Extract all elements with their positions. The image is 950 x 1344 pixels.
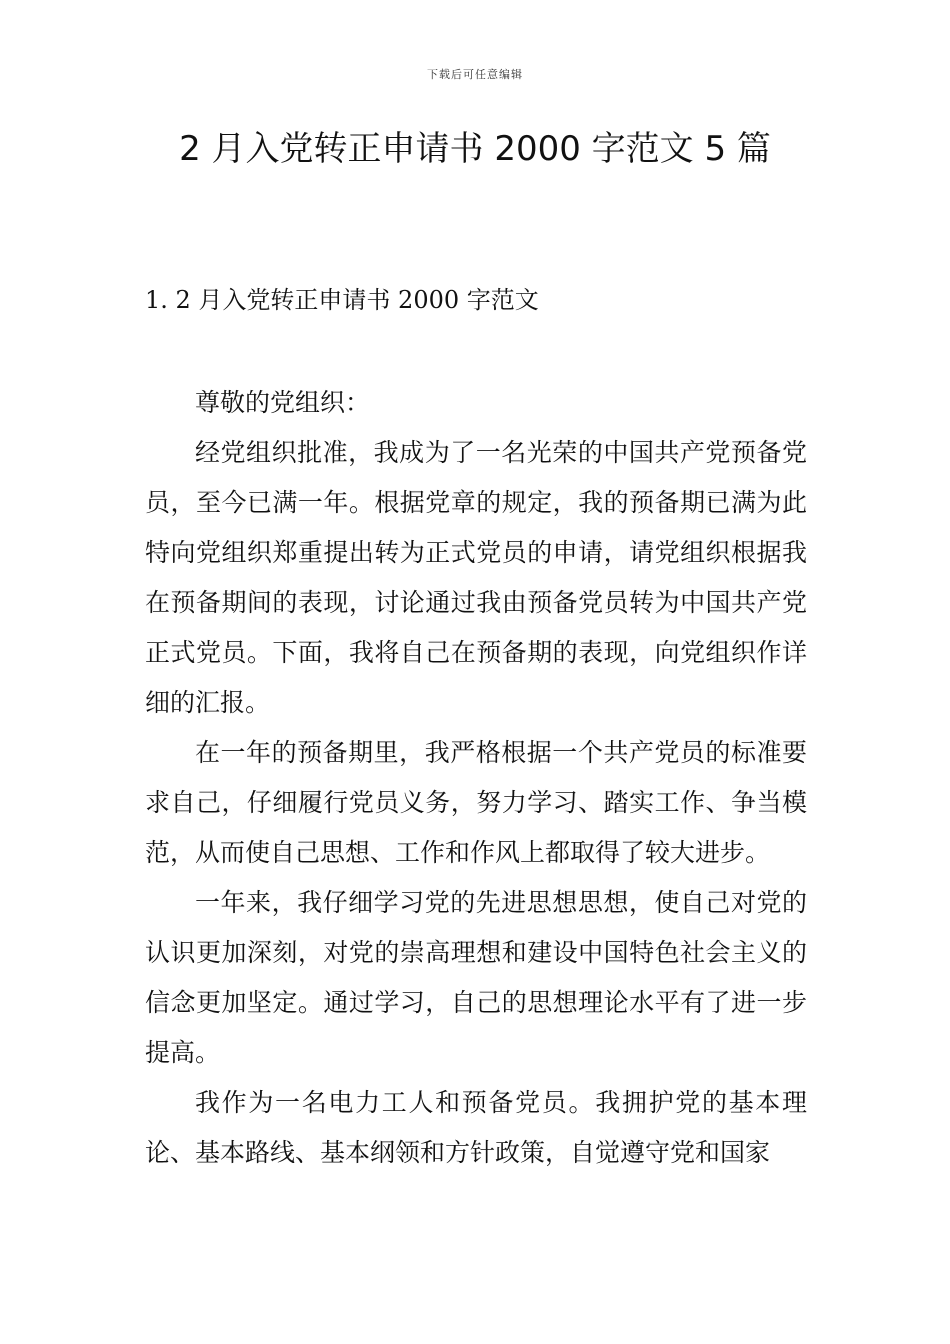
salutation: 尊敬的党组织： <box>195 388 371 417</box>
paragraph-2: 在一年的预备期里，我严格根据一个共产党员的标准要求自己，仔细履行党员义务，努力学习、踏实工作、争当模范，从而使自己思想、工作和作风上都取得了较大进步。 <box>145 738 807 867</box>
document-title: 2 月入党转正申请书 2000 字范文 5 篇 <box>179 129 771 169</box>
paragraph-1: 经党组织批准，我成为了一名光荣的中国共产党预备党员，至今已满一年。根据党章的规定，我的预备期已满为此特向党组织郑重提出转为正式党员的申请，请党组织根据我在预备期间的表现，讨论通过我由预备党员转为中国共产党正式党员。下面，我将自己在预备期的表现，向党组织作详细的汇报。 <box>145 438 807 717</box>
paragraph-4: 我作为一名电力工人和预备党员。我拥护党的基本理论、基本路线、基本纲领和方针政策，自觉遵守党和国家 <box>145 1088 807 1167</box>
paragraph-3: 一年来，我仔细学习党的先进思想思想，使自己对党的认识更加深刻，对党的崇高理想和建设中国特色社会主义的信念更加坚定。通过学习，自己的思想理论水平有了进一步提高。 <box>145 888 807 1067</box>
header-note: 下载后可任意编辑 <box>427 68 523 81</box>
section-heading: 1. 2 月入党转正申请书 2000 字范文 <box>145 286 539 314</box>
letter-body <box>145 378 807 1178</box>
